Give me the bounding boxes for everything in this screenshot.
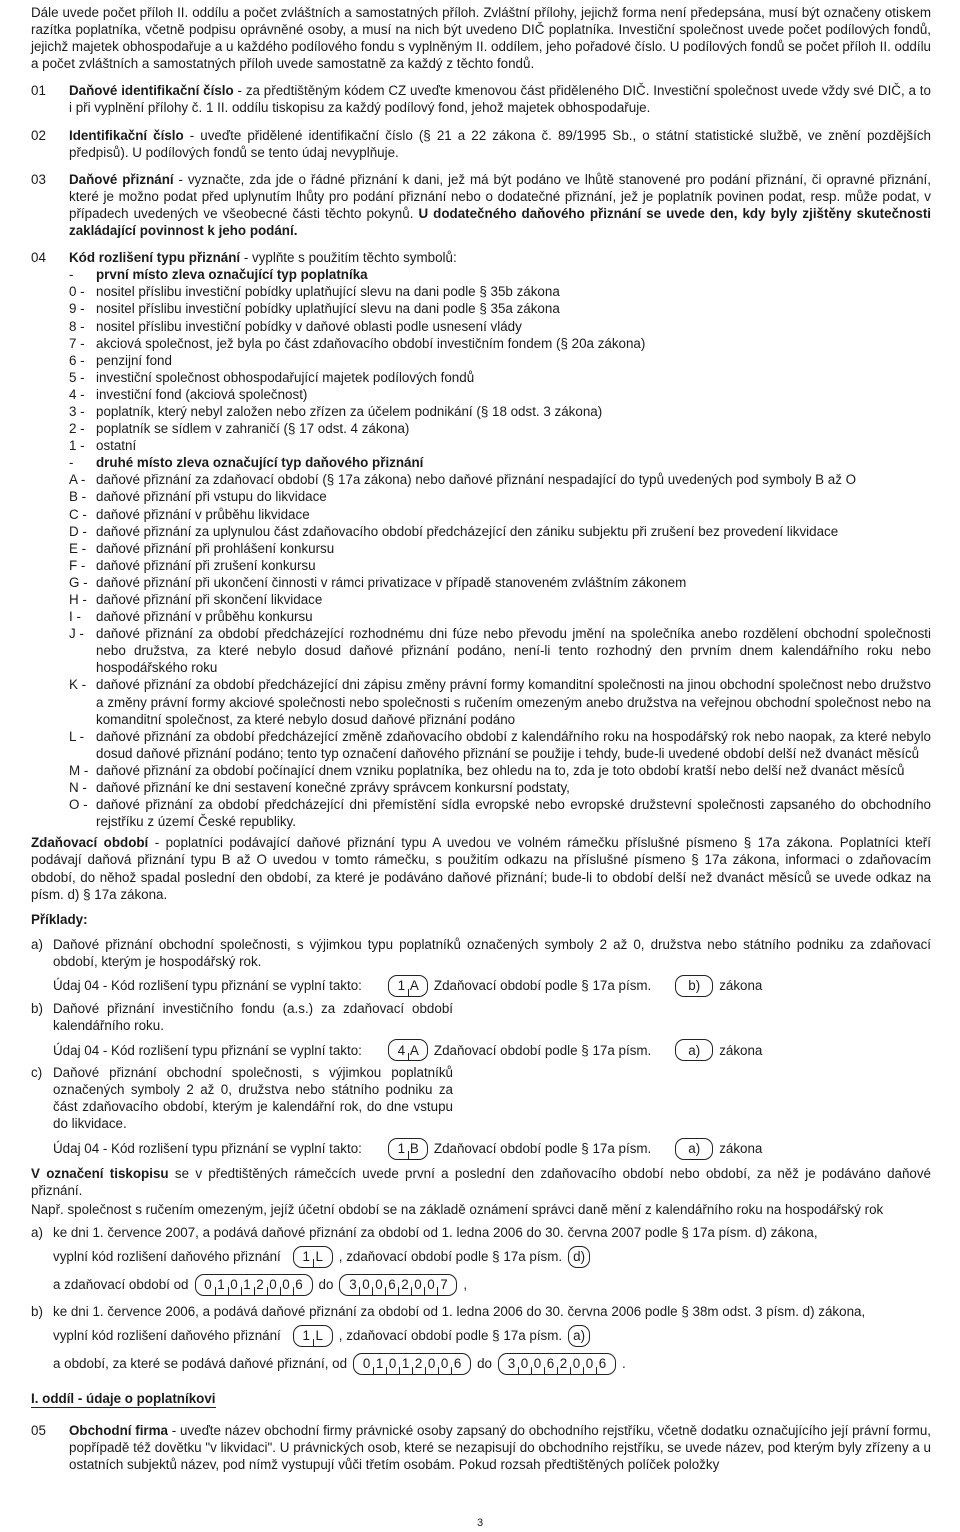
intro-paragraph: Dále uvede počet příloh II. oddílu a počet zvláštních a samostatných příloh. Zvláštní přílohy, jejichž forma není předepsána, musí být označeny otiskem razítka poplatníka, včetně podpisu oprávněné osoby, a musí na nich být uvedeno DIČ poplatníka. Investiční společnost uvede počet podílových fondů, jejichž majetek obhospodařuje a u každého podílového fondu s vyplněným II. oddílem, jeho pořadové číslo. U podílových fondů se počet příloh II. oddílu a počet zvláštních a samostatných příloh uvede samostatně za každý z těchto fondů. xyxy=(31,5,931,72)
example-row-label: Údaj 04 - Kód rozlišení typu přiznání se vyplní takto: xyxy=(53,1042,362,1058)
code-item xyxy=(31,796,931,830)
code-item xyxy=(31,471,931,488)
code-description: akciová společnost, jež byla po část zdaňovacího období investičním fondem (§ 20a zákona) xyxy=(96,335,646,351)
box-digit: 0 xyxy=(372,1276,385,1293)
box-digit: 2 xyxy=(412,1355,425,1372)
example-code-row xyxy=(53,974,931,998)
type-code-box xyxy=(293,1325,333,1347)
item-text: - vyznačte, zda jde o řádné přiznání k dani, jež má být podáno ve lhůtě stanovené pro podání přiznání, či opravné přiznání, které je možno podat před uplynutím lhůty pro podání přiznání nebo o dodatečné přiznání, jež je poplatník povinen podat, resp. může podat, v případech uvedených ve všeobecné části těchto pokynů. xyxy=(69,171,931,221)
example-item xyxy=(31,1000,931,1062)
item-emphasis: U dodatečného daňového přiznání se uvede den, kdy byly zjištěny skutečnosti zakládající povinnost k jeho podání. xyxy=(69,205,931,239)
box-digit: L xyxy=(313,1248,326,1265)
code-symbol: J - xyxy=(69,626,84,642)
box-digit: 6 xyxy=(293,1276,306,1293)
code-item xyxy=(31,488,931,505)
box-digit: 0 xyxy=(280,1276,293,1293)
date-example-text: ke dni 1. července 2006, a podává daňové přiznání za období od 1. ledna 2006 do 30. června 2006 podle § 38m odst. 3 písm. d) zákona, xyxy=(53,1303,866,1319)
code-description: daňové přiznání za období počínající dnem vzniku poplatníka, bez ohledu na to, zda je toto období kratší nebo delší než dvanáct měsíců xyxy=(96,762,905,778)
code-symbol: 3 - xyxy=(69,403,85,419)
date-to-box xyxy=(339,1274,457,1296)
example-code-row xyxy=(53,1038,931,1062)
example-end-text: zákona xyxy=(719,1140,763,1156)
code-symbol: 1 - xyxy=(69,438,85,454)
box-digit: 1 xyxy=(215,1276,228,1293)
code-symbol: D - xyxy=(69,523,87,539)
item-title: Kód rozlišení typu přiznání xyxy=(69,250,241,266)
type-code-box xyxy=(293,1246,333,1268)
date-example-text: ke dni 1. července 2007, a podává daňové přiznání za období od 1. ledna 2006 do 30. června 2007 podle § 17a písm. d) zákona, xyxy=(53,1224,818,1240)
date-from-box xyxy=(353,1353,471,1375)
date-range-label: a období, za které se podává daňové přiznání, od xyxy=(53,1356,348,1372)
box-digit: 0 xyxy=(583,1355,596,1372)
code-description: daňové přiznání za období předcházející dni zápisu změny právní formy komanditní společnosti na jinou obchodní společnost nebo družstvo a změny právní formy akciové společnosti nebo společnosti s ručením omezeným anebo družstva na veřejnou obchodní společnost nebo na komanditní společnost, za které nebylo dosud daňové přiznání podáno xyxy=(96,677,931,727)
item-text: - uveďte název obchodní firmy právnické osoby zapsaný do obchodního rejstříku, včetně dodatku označujícího její právní formu, popřípadě též dovětku "v likvidaci". U právnických osob, které se nezapisují do obchodního rejstříku, se uvede název, pod kterým byly zřízeny a u ostatních subjektů název, pod nímž vystupují vůči třetím osobám. Pokud rozsah předtištěných políček položky xyxy=(69,1423,931,1473)
date-example-item xyxy=(31,1224,931,1297)
code-symbol: 4 - xyxy=(69,386,85,402)
code-symbol: L - xyxy=(69,728,85,744)
code-symbol: F - xyxy=(69,557,86,573)
period-letter-box: a) xyxy=(568,1325,590,1347)
code-description: nositel příslibu investiční pobídky v daňové oblasti podle usnesení vlády xyxy=(96,318,522,334)
code-item xyxy=(31,676,931,727)
item-title: Obchodní firma xyxy=(69,1423,168,1439)
date-code-row xyxy=(53,1245,931,1269)
box-digit: 2 xyxy=(254,1276,267,1293)
code-description: poplatník, který nebyl založen nebo zřízen za účelem podnikání (§ 18 odst. 3 zákona) xyxy=(96,403,603,419)
box-digit: 0 xyxy=(518,1355,531,1372)
code-description: daňové přiznání za uplynulou část zdaňovacího období předcházející den zániku subjektu při zrušení bez provedení likvidace xyxy=(96,523,839,539)
code-symbol: M - xyxy=(69,762,89,778)
code-item xyxy=(31,369,931,386)
item-04 xyxy=(31,249,931,266)
code-symbol: 9 - xyxy=(69,301,85,317)
code-symbol: 2 - xyxy=(69,421,85,437)
box-digit: 0 xyxy=(228,1276,241,1293)
item-text: - vyplňte s použitím těchto symbolů: xyxy=(240,250,457,266)
box-digit: 0 xyxy=(386,1355,399,1372)
box-digit: 0 xyxy=(204,1277,212,1293)
example-end-text: zákona xyxy=(719,1042,763,1058)
box-digit: 6 xyxy=(385,1276,398,1293)
code-description: daňové přiznání v průběhu likvidace xyxy=(96,506,310,522)
code-item xyxy=(31,779,931,796)
code-item xyxy=(31,352,931,369)
box-digit: 0 xyxy=(425,1355,438,1372)
code-symbol: 5 - xyxy=(69,369,85,385)
date-range-row xyxy=(53,1352,931,1376)
box-digit: 1 xyxy=(397,1140,406,1156)
code-item xyxy=(31,300,931,317)
period-letter-box: b) xyxy=(675,975,713,997)
code-symbol: K - xyxy=(69,677,87,693)
code-item xyxy=(31,762,931,779)
code-item xyxy=(31,506,931,523)
example-number: b) xyxy=(31,1303,43,1319)
code-item xyxy=(31,335,931,352)
box-digit: 1 xyxy=(397,978,406,994)
item-text: - za předtištěným kódem CZ uveďte kmenovou část přiděleného DIČ. Investiční společnost uvede vždy své DIČ, a to i při vyplnění přílohy č. 1 II. oddílu tiskopisu za každý podílový fond, jehož majetek obhospodařuje. xyxy=(69,83,931,116)
code-description: daňové přiznání při zrušení konkursu xyxy=(96,557,316,573)
box-digit: 0 xyxy=(411,1276,424,1293)
box-digit: 0 xyxy=(267,1276,280,1293)
code-symbol: N - xyxy=(69,780,87,796)
code-item xyxy=(31,386,931,403)
box-digit: 0 xyxy=(531,1355,544,1372)
date-range-row xyxy=(53,1273,931,1297)
item-number: 01 xyxy=(31,83,46,99)
item-title: Identifikační číslo xyxy=(69,127,184,143)
code-symbol: C - xyxy=(69,506,87,522)
date-range-end: , xyxy=(463,1277,468,1293)
code-list-return-type xyxy=(31,471,931,830)
item-text: - uveďte přidělené identifikační číslo (§ 21 a 22 zákona č. 89/1995 Sb., o státní statistické službě, ve znění pozdějších předpisů). U podílových fondů se tento údaj nevyplňuje. xyxy=(69,127,931,160)
item-title: Daňové přiznání xyxy=(69,171,174,187)
code-symbol: A - xyxy=(69,472,86,488)
examples-list xyxy=(31,936,931,1161)
period-letter-box: a) xyxy=(675,1138,713,1160)
code-item xyxy=(31,574,931,591)
code-description: daňové přiznání při vstupu do likvidace xyxy=(96,489,327,505)
item-number: 03 xyxy=(31,171,46,187)
box-digit: 0 xyxy=(424,1276,437,1293)
code-symbol: I - xyxy=(69,609,81,625)
box-digit: 1 xyxy=(302,1328,310,1344)
box-digit: 0 xyxy=(570,1355,583,1372)
example-text: Daňové přiznání obchodní společnosti, s výjimkou poplatníků označených symboly 2 až 0, družstva nebo státního podniku za část zdaňovacího období, kterým je kalendářní rok, do dne vstupu do likvidace. xyxy=(53,1065,453,1132)
code-symbol: 8 - xyxy=(69,318,85,334)
box-digit: B xyxy=(408,1140,421,1157)
box-digit: L xyxy=(313,1327,326,1344)
box-digit: 2 xyxy=(398,1276,411,1293)
example-number: b) xyxy=(31,1000,43,1016)
code-group-title-2: - druhé místo zleva označující typ daňového přiznání xyxy=(69,455,424,471)
example-mid-text: Zdaňovací období podle § 17a písm. xyxy=(433,1042,652,1058)
period-letter-box: d) xyxy=(568,1246,590,1268)
item-number: 02 xyxy=(31,127,46,143)
code-description: nositel příslibu investiční pobídky uplatňující slevu na dani podle § 35b zákona xyxy=(96,284,560,300)
box-digit: 6 xyxy=(544,1355,557,1372)
napr-paragraph: Např. společnost s ručením omezeným, jejíž účetní období se na základě oznámení správci daně mění z kalendářního roku na hospodářský rok xyxy=(31,1201,884,1217)
type-code-box xyxy=(388,1039,428,1061)
code-symbol: 6 - xyxy=(69,352,85,368)
item-05 xyxy=(31,1422,931,1473)
box-digit: 1 xyxy=(399,1355,412,1372)
date-range-end: . xyxy=(621,1356,626,1372)
code-item xyxy=(31,540,931,557)
example-item xyxy=(31,936,931,998)
tiskopis-paragraph: V označení tiskopisu se v předtištěných rámečcích uvede první a poslední den zdaňovacího období nebo období, za něž je podáváno daňové přiznání. xyxy=(31,1165,931,1198)
code-description: daňové přiznání za období předcházející rozhodnému dni fúze nebo převodu jmění na společníka anebo rozdělení obchodní společnosti nebo družstva, za které nebylo dosud daňové přiznání podáno, není-li tento rozhodný den prvním dnem kalendářního roku nebo hospodářského roku xyxy=(96,626,931,676)
code-item xyxy=(31,283,931,300)
item-03 xyxy=(31,171,931,239)
code-description: daňové přiznání ke dni sestavení konečné zprávy správcem konkursní podstaty, xyxy=(96,780,570,796)
code-item xyxy=(31,437,931,454)
item-number: 04 xyxy=(31,250,46,266)
type-code-box xyxy=(388,975,428,997)
box-digit: 0 xyxy=(359,1276,372,1293)
code-description: daňové přiznání v průběhu konkursu xyxy=(96,609,313,625)
code-symbol: G - xyxy=(69,574,88,590)
period-letter-box: a) xyxy=(675,1039,713,1061)
box-digit: A xyxy=(408,977,421,994)
code-item xyxy=(31,608,931,625)
item-number: 05 xyxy=(31,1423,46,1439)
section-heading: I. oddíl - údaje o poplatníkovi xyxy=(31,1376,931,1408)
box-digit: 0 xyxy=(438,1355,451,1372)
code-symbol: E - xyxy=(69,540,87,556)
date-from-box xyxy=(195,1274,313,1296)
zdanovaci-paragraph: Zdaňovací období - poplatníci podávající daňové přiznání typu A uvedou ve volném rámečku příslušné písmeno § 17a zákona. Poplatníci kteří podávají daňová přiznání typu B až O uvedou v tomto rámečku, s použitím odkazu na příslušné písmeno § 17a zákona, informaci o zdaňovacím období, do něhož spadal poslední den období, za které je podáváno daňové přiznání; bude-li to období delší než dvanáct měsíců se uvede odkaz na písm. d) § 17a zákona. xyxy=(31,835,931,902)
code-item xyxy=(31,591,931,608)
box-digit: A xyxy=(408,1042,421,1059)
code-description: investiční fond (akciová společnost) xyxy=(96,386,308,402)
date-code-label: vyplní kód rozlišení daňového přiznání xyxy=(53,1328,281,1344)
code-item xyxy=(31,728,931,762)
date-examples-list xyxy=(31,1224,931,1376)
code-list-taxpayer-type xyxy=(31,283,931,454)
code-description: penzijní fond xyxy=(96,352,172,368)
code-item xyxy=(31,318,931,335)
box-digit: 3 xyxy=(507,1356,516,1372)
code-description: poplatník se sídlem v zahraničí (§ 17 odst. 4 zákona) xyxy=(96,421,410,437)
date-to-box xyxy=(498,1353,616,1375)
code-symbol: B - xyxy=(69,489,87,505)
code-description: ostatní xyxy=(96,438,137,454)
date-code-row xyxy=(53,1324,931,1348)
box-digit: 6 xyxy=(451,1355,464,1372)
example-text: Daňové přiznání investičního fondu (a.s.) za zdaňovací období kalendářního roku. xyxy=(53,1000,453,1034)
code-item xyxy=(31,403,931,420)
code-symbol: H - xyxy=(69,592,87,607)
example-number: a) xyxy=(31,936,43,952)
date-code-label: vyplní kód rozlišení daňového přiznání xyxy=(53,1249,281,1265)
item-01 xyxy=(31,82,931,116)
box-digit: 0 xyxy=(362,1356,371,1372)
box-digit: 7 xyxy=(437,1276,450,1293)
code-item xyxy=(31,625,931,676)
code-description: nositel příslibu investiční pobídky uplatňující slevu na dani podle § 35a zákona xyxy=(96,301,560,317)
code-description: daňové přiznání při skončení likvidace xyxy=(96,592,323,607)
type-code-box xyxy=(388,1138,428,1160)
date-do-label: do xyxy=(318,1277,334,1293)
item-02 xyxy=(31,127,931,161)
page-number: 3 xyxy=(476,1517,484,1529)
code-description: daňové přiznání při ukončení činnosti v rámci privatizace v případě stanoveném zvláštním zákonem xyxy=(96,574,687,590)
date-example-item xyxy=(31,1303,931,1376)
code-symbol: O - xyxy=(69,797,88,813)
example-row-label: Údaj 04 - Kód rozlišení typu přiznání se vyplní takto: xyxy=(53,978,362,994)
example-item xyxy=(31,1064,931,1160)
example-number: a) xyxy=(31,1224,43,1240)
example-text: Daňové přiznání obchodní společnosti, s výjimkou typu poplatníků označených symboly 2 až 0, družstva nebo státního podniku za zdaňovací období, kterým je hospodářský rok. xyxy=(53,936,931,969)
date-code-text: , zdaňovací období podle § 17a písm. xyxy=(338,1328,563,1344)
code-description: daňové přiznání při prohlášení konkursu xyxy=(96,540,335,556)
code-item xyxy=(31,523,931,540)
code-description: daňové přiznání za období předcházející změně zdaňovacího období z kalendářního roku na hospodářský rok nebo naopak, za které nebylo dosud daňové přiznání podáno; tento typ označení daňového přiznání se použije i tehdy, bude-li uvedené období delší než dvanáct měsíců xyxy=(96,728,931,761)
example-code-row xyxy=(53,1137,931,1161)
date-code-text: , zdaňovací období podle § 17a písm. xyxy=(338,1249,563,1265)
code-item xyxy=(31,420,931,437)
example-mid-text: Zdaňovací období podle § 17a písm. xyxy=(433,1140,652,1156)
code-description: daňové přiznání za zdaňovací období (§ 17a zákona) nebo daňové přiznání nespadající do typů uvedených pod symboly B až O xyxy=(96,472,857,488)
page-content xyxy=(31,4,931,1473)
example-row-label: Údaj 04 - Kód rozlišení typu přiznání se vyplní takto: xyxy=(53,1140,362,1156)
box-digit: 1 xyxy=(302,1249,310,1265)
code-symbol: 7 - xyxy=(69,335,85,351)
box-digit: 6 xyxy=(596,1355,609,1372)
date-range-label: a zdaňovací období od xyxy=(53,1277,189,1293)
example-mid-text: Zdaňovací období podle § 17a písm. xyxy=(433,978,652,994)
item-title: Daňové identifikační číslo xyxy=(69,83,234,99)
code-description: daňové přiznání za období předcházející dni přemístění sídla evropské nebo evropské družstevní společnosti zapsaného do obchodního rejstříku z území České republiky. xyxy=(96,797,931,830)
code-description: investiční společnost obhospodařující majetek podílových fondů xyxy=(96,369,475,385)
code-group-title-1: - první místo zleva označující typ poplatníka xyxy=(69,267,368,283)
examples-heading: Příklady: xyxy=(31,911,88,927)
code-item xyxy=(31,557,931,574)
date-do-label: do xyxy=(477,1356,492,1372)
code-symbol: 0 - xyxy=(69,284,85,300)
box-digit: 4 xyxy=(397,1042,406,1058)
example-number: c) xyxy=(31,1065,43,1081)
box-digit: 1 xyxy=(241,1276,254,1293)
box-digit: 3 xyxy=(349,1277,357,1293)
example-end-text: zákona xyxy=(719,978,763,994)
box-digit: 1 xyxy=(373,1355,386,1372)
box-digit: 2 xyxy=(557,1355,570,1372)
